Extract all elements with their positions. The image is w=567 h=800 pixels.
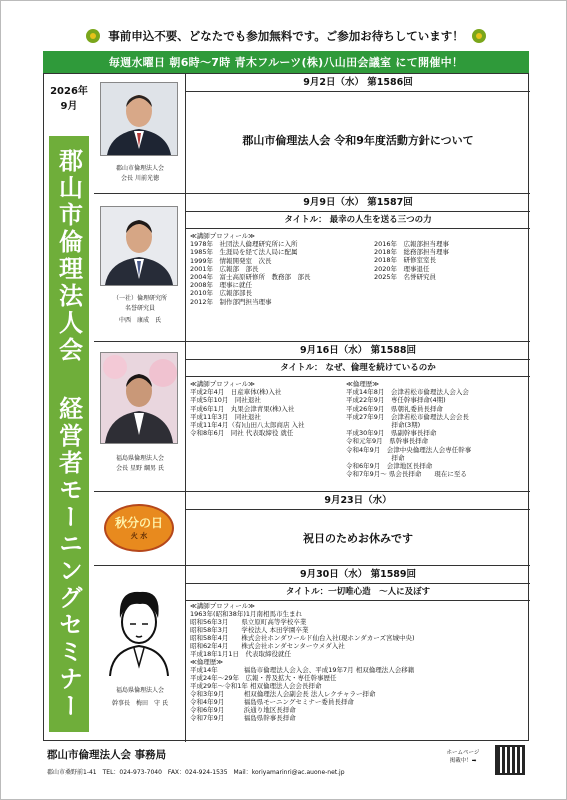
session-content bbox=[186, 194, 530, 341]
session-date: 9月2日（水） 第1586回 bbox=[186, 74, 530, 92]
caption-name: 中西 康成 氏 bbox=[118, 317, 161, 324]
session-date: 9月23日（水） bbox=[186, 492, 530, 510]
month-label: 9月 bbox=[60, 101, 78, 112]
speaker-caption bbox=[94, 454, 186, 473]
top-banner bbox=[41, 23, 531, 49]
session-content bbox=[186, 492, 530, 565]
speaker-profile: ≪講師プロフィール≫ 1963年(昭和38年)1月南相馬市生まれ 昭和56年3月 県立原町高等学校卒業 昭和58年3月 学校法人 本田学園卒業 昭和58年4月 株式会社ホンダワールド仙台入社(現ホンダカーズ宮城中央) 昭和62年4月 株式会社ホンダセンターウメダ入社 平成18年1月1日 代表取締役就任 ≪倫理歴≫ 平成14年 福島市倫理法人会入会、平成19年7月 相双倫理法人会移籍 平成24年～29年 広報・普及拡大・専任幹事歴任 平成29年～令和1年 相双倫理法人会会長拝命 令和3年9月 相双倫理法人会副会長 法人レクチャラー拝命 令和4年9月 福島県モーニングセミナー委員長拝命 令和6年9月 浜通り地区長拝命 令和7年9月 福島県幹事長拝命 bbox=[190, 602, 415, 722]
photo-column bbox=[94, 342, 186, 491]
speaker-profile-cont: 2016年 広報部担当理事 2018年 総務部担当理事 2018年 研修室室長 2020年 理事退任 2025年 名誉研究員 bbox=[374, 240, 450, 281]
caption-name: 会長 川前光徳 bbox=[121, 174, 159, 182]
speaker-ethics-history: ≪倫理歴≫ 平成14年8月 会津若松市倫理法人会入会 平成22年9月 専任幹事拝命(4期) 平成26年9月 県朝礼委員長拝命 平成27年9月 会津若松市倫理法人会会長 拝命(3期) 平成30年9月 県副幹事長拝命 令和元年9月 県幹事長拝命 令和4年9月 会津中央倫理法人会専任幹事 拝命 令和6年9月 会津地区長拝命 令和7年9月～ 県会長拝命 現在に至る bbox=[346, 380, 472, 479]
schedule-bar: 毎週水曜日 朝6時～7時 青木フルーツ(株)八山田会議室 にて開催中！ bbox=[43, 51, 529, 73]
session-title: タイトル：一切唯心造 ～人に及ぼす bbox=[186, 584, 530, 601]
speaker-photo bbox=[100, 352, 178, 444]
session-row bbox=[94, 194, 530, 342]
session-content bbox=[186, 566, 530, 742]
speaker-profile: ≪講師プロフィール≫ 平成2年4月 日産車体(株)入社 平成5年10月 同社退社 平成6年1月 丸果会津青果(株)入社 平成11年3月 同社退社 平成11年4月（有)山田八太郎商店 入社 令和8年6月 同社 代表取締役 就任 bbox=[190, 380, 305, 438]
caption-name: 会長 星野 綱男 氏 bbox=[116, 464, 164, 472]
homepage-note bbox=[435, 749, 491, 765]
holiday-badge bbox=[104, 504, 174, 552]
speaker-photo bbox=[100, 82, 178, 156]
session-title: 郡山市倫理法人会 令和9年度活動方針について bbox=[242, 134, 474, 147]
year-label: 2026年 bbox=[50, 86, 88, 97]
clover-icon bbox=[472, 29, 486, 43]
session-title: タイトル： なぜ、倫理を続けているのか bbox=[186, 360, 530, 377]
qr-code-icon[interactable] bbox=[495, 745, 525, 775]
speaker-caption bbox=[94, 294, 186, 326]
footer bbox=[43, 741, 529, 785]
session-content bbox=[186, 74, 530, 193]
session-date: 9月16日（水） 第1588回 bbox=[186, 342, 530, 360]
holiday-notice: 祝日のためお休みです bbox=[303, 532, 413, 545]
session-row bbox=[94, 342, 530, 492]
photo-column bbox=[94, 566, 186, 742]
caption-org: 福島県倫理法人会 bbox=[115, 687, 164, 694]
speaker-photo bbox=[100, 206, 178, 286]
session-row bbox=[94, 492, 530, 566]
session-title: タイトル： 最幸の人生を送る三つの力 bbox=[186, 212, 530, 229]
clover-icon bbox=[86, 29, 100, 43]
homepage-sub: 掲載中！➡ bbox=[449, 758, 477, 764]
holiday-badge-text: 秋分の日 bbox=[114, 516, 163, 530]
photo-column bbox=[94, 194, 186, 341]
caption-org: 福島県倫理法人会 bbox=[115, 455, 164, 462]
vertical-title: 郡山市倫理法人会 経営者モーニングセミナー bbox=[49, 136, 89, 732]
speaker-profile: ≪講師プロフィール≫ 1978年 社団法人倫理研究所に入所 1985年 生涯局を経て法人局に配属 1999年 情報開発室 次長 2001年 広報部 部長 2004年 富士高原研修所 教務部 部長 2008年 理事に就任 2010年 広報部部長 2012年 制作部門担当理事 bbox=[190, 232, 311, 306]
session-date: 9月9日（水） 第1587回 bbox=[186, 194, 530, 212]
speaker-caption bbox=[94, 164, 186, 183]
banner-text: 事前申込不要、どなたでも参加無料です。ご参加お待ちしています！ bbox=[108, 29, 464, 43]
session-row bbox=[94, 566, 530, 742]
left-column bbox=[44, 74, 94, 740]
seminar-frame bbox=[43, 73, 529, 741]
photo-column bbox=[94, 492, 186, 565]
homepage-label: ホームページ bbox=[446, 750, 480, 756]
caption-org: （一社）倫理研究所 bbox=[112, 295, 167, 302]
caption-title: 名誉研究員 bbox=[124, 304, 155, 312]
speaker-illustration bbox=[100, 580, 178, 676]
year-month bbox=[44, 84, 94, 114]
session-date: 9月30日（水） 第1589回 bbox=[186, 566, 530, 584]
caption-org: 郡山市倫理法人会 bbox=[115, 165, 164, 172]
speaker-caption bbox=[94, 686, 186, 708]
footer-org: 郡山市倫理法人会 事務局 bbox=[47, 749, 167, 761]
photo-column bbox=[94, 74, 186, 193]
session-content bbox=[186, 342, 530, 491]
session-row bbox=[94, 74, 530, 194]
caption-name: 幹事長 梅田 守 氏 bbox=[112, 699, 168, 707]
footer-address: 郡山市桑野前1-41 TEL：024-973-7040 FAX：024-924-1535 Mail：koriyamarinri@ac.auone-net.jp bbox=[47, 769, 345, 776]
holiday-badge-sub: 火 水 bbox=[130, 532, 148, 540]
